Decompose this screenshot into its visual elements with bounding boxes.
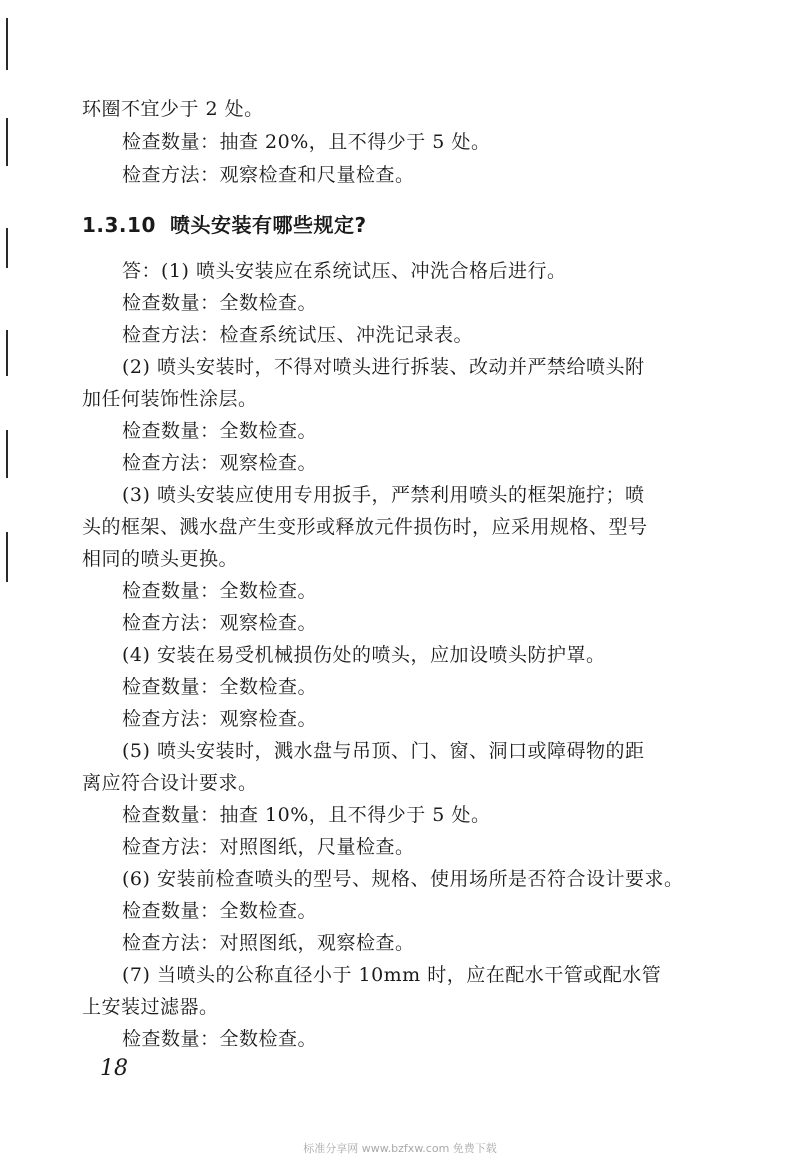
text-line: 检查方法：观察检查。 xyxy=(122,708,318,730)
page-number: 18 xyxy=(100,1056,128,1081)
section-title: 喷头安装有哪些规定? xyxy=(170,213,367,237)
text-line: 上安装过滤器。 xyxy=(82,996,219,1018)
text-line: 检查数量：全数检查。 xyxy=(122,1028,318,1050)
text-line: (5) 喷头安装时，溅水盘与吊顶、门、窗、洞口或障碍物的距 xyxy=(122,740,645,762)
text-line: 检查数量：抽查 20%，且不得少于 5 处。 xyxy=(122,131,491,153)
text-line: 加任何装饰性涂层。 xyxy=(82,388,258,410)
text-line: 检查方法：对照图纸，尺量检查。 xyxy=(122,836,415,858)
text-line: (3) 喷头安装应使用专用扳手，严禁利用喷头的框架施拧；喷 xyxy=(122,484,645,506)
text-line: 检查数量：全数检查。 xyxy=(122,292,318,314)
text-line: (6) 安装前检查喷头的型号、规格、使用场所是否符合设计要求。 xyxy=(122,868,684,890)
text-line: 检查数量：全数检查。 xyxy=(122,580,318,602)
text-line: 离应符合设计要求。 xyxy=(82,772,258,794)
text-line: 检查方法：观察检查。 xyxy=(122,452,318,474)
binding-mark xyxy=(6,330,8,376)
text-line: 检查方法：对照图纸，观察检查。 xyxy=(122,932,415,954)
watermark: 标准分享网 www.bzfxw.com 免费下载 xyxy=(303,1142,497,1155)
text-line: (7) 当喷头的公称直径小于 10mm 时，应在配水干管或配水管 xyxy=(122,964,662,986)
binding-mark xyxy=(6,18,8,70)
text-line: 答：(1) 喷头安装应在系统试压、冲洗合格后进行。 xyxy=(122,260,567,282)
text-line: 检查数量：全数检查。 xyxy=(122,900,318,922)
text-line: 检查数量：全数检查。 xyxy=(122,676,318,698)
text-line: 检查方法：检查系统试压、冲洗记录表。 xyxy=(122,324,474,346)
binding-mark xyxy=(6,532,8,582)
text-line: 检查数量：抽查 10%，且不得少于 5 处。 xyxy=(122,804,491,826)
text-line: (2) 喷头安装时，不得对喷头进行拆装、改动并严禁给喷头附 xyxy=(122,356,645,378)
binding-mark xyxy=(6,118,8,166)
binding-mark xyxy=(6,430,8,478)
text-line: 环圈不宜少于 2 处。 xyxy=(82,98,264,120)
section-heading xyxy=(82,212,367,238)
binding-mark xyxy=(6,228,8,268)
text-line: 头的框架、溅水盘产生变形或释放元件损伤时，应采用规格、型号 xyxy=(82,516,648,538)
text-line: (4) 安装在易受机械损伤处的喷头，应加设喷头防护罩。 xyxy=(122,644,606,666)
text-line: 检查方法：观察检查。 xyxy=(122,612,318,634)
section-number: 1.3.10 xyxy=(82,213,156,237)
text-line: 相同的喷头更换。 xyxy=(82,548,239,570)
text-line: 检查数量：全数检查。 xyxy=(122,420,318,442)
text-line: 检查方法：观察检查和尺量检查。 xyxy=(122,164,415,186)
